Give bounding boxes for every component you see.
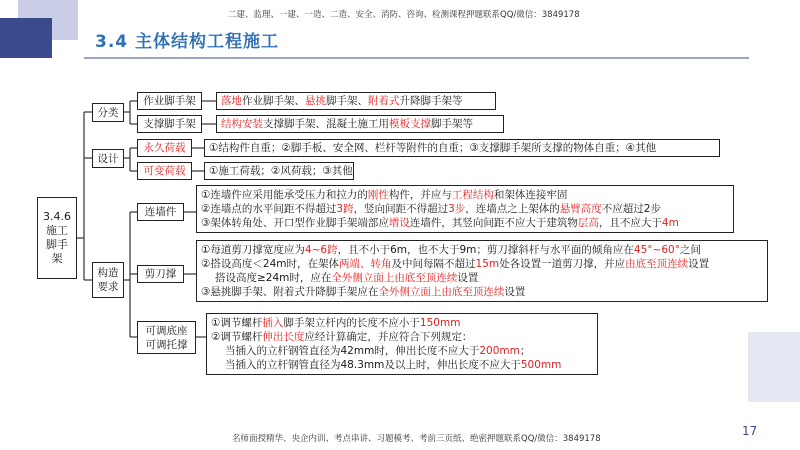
highlight-text: 全外侧立面上由底至顶连续 (378, 286, 505, 298)
root-node: 3.4.6 施工 脚手 架 (37, 197, 77, 279)
body-text: 升降脚手架等 (399, 95, 463, 107)
highlight-text: 150mm (419, 317, 461, 329)
body-text: 之间 (679, 244, 701, 256)
body-text: ，连墙点之上架体的 (465, 203, 560, 215)
body-text: 及中间每隔不超过 (391, 258, 476, 270)
body-text: 支撑脚手架、混凝土施工用 (263, 118, 389, 130)
body-text: 设置 (688, 258, 710, 270)
body-text: 应经计算确定，并应符合下列规定： (304, 331, 473, 343)
body-text: ，且不小于6m，也不大于9m；剪刀撑斜杆与水平面的倾角应在 (337, 244, 634, 256)
highlight-text: 刚性 (367, 189, 389, 201)
body-text: ①施工荷载；②风荷载；③其他 (209, 165, 353, 177)
footer-note: 名师面授精华、央企内训、考点串讲、习题模考、考前三页纸、绝密押题联系QQ/微信：3849178 (232, 434, 601, 444)
highlight-text: 3步 (448, 203, 466, 215)
body-text: ②连墙点的水平间距不得超过 (201, 203, 337, 215)
classify-node: 分类 (92, 103, 124, 122)
body-text: ； (519, 345, 531, 357)
adjustable-base-content (206, 313, 598, 375)
body-text: ，竖向间距不得超过 (353, 203, 449, 215)
body-text: 设置 (457, 272, 479, 284)
work-scaffold-content (216, 92, 496, 110)
body-text: ①连墙件应采用能承受压力和拉力的 (201, 189, 368, 201)
highlight-text: 结构安装 (221, 118, 263, 130)
highlight-text: 落地 (221, 95, 242, 107)
highlight-text: 伸出长度 (262, 331, 305, 343)
highlight-text: 3跨 (336, 203, 354, 215)
highlight-text: 增设 (388, 217, 410, 229)
body-text: ①结构件自重；②脚手板、安全网、栏杆等附件的自重；③支撑脚手架所支撑的物体自重；④其他 (209, 142, 657, 154)
body-text: 构件，并应与 (388, 189, 452, 201)
body-text: 当插入的立杆钢管直径为42mm时，伸出长度不应大于 (225, 345, 480, 357)
body-text: ①调节螺杆 (211, 317, 263, 329)
body-text: 脚手架立杆内的长度不应小于 (283, 317, 420, 329)
body-text: 连墙件，其竖向间距不应大于建筑物 (409, 217, 578, 229)
header-note: 二建、监理、一建、一造、二造、安全、消防、咨询、检测课程押题联系QQ/微信：3849178 (228, 10, 580, 20)
body-text: 和架体连接牢固 (493, 189, 568, 201)
highlight-text: 两端、转角 (339, 258, 392, 270)
support-scaffold-content (216, 115, 504, 133)
body-text: 设置 (504, 286, 526, 298)
permanent-load-content (204, 139, 720, 157)
variable-load-content (204, 162, 354, 180)
adjustable-base-label: 可调底座 可调托撑 (137, 321, 196, 354)
highlight-text: 悬臂高度 (559, 203, 602, 215)
page-title: 3.4 主体结构工程施工 (95, 32, 280, 52)
body-text: 脚手架、 (326, 95, 368, 107)
body-text: 脚手架等 (431, 118, 473, 130)
wall-tie-content (196, 185, 734, 233)
structure-node: 构造 要求 (92, 262, 124, 298)
body-text: ③架体转角处、开口型作业脚手架端部应 (201, 217, 389, 229)
highlight-text: 15m (475, 258, 500, 270)
body-text: ①每道剪刀撑宽度应为 (201, 244, 305, 256)
highlight-text: 全外侧立面上由底至顶连续 (331, 272, 458, 284)
body-text: 不应超过2步 (601, 203, 661, 215)
highlight-text: 工程结构 (451, 189, 494, 201)
body-text: 搭设高度≥24m时，应在 (215, 272, 332, 284)
highlight-text: 45°~60° (633, 244, 680, 256)
wall-tie-label: 连墙件 (137, 203, 184, 221)
highlight-text: 插入 (262, 317, 284, 329)
permanent-load-label: 永久荷载 (137, 139, 192, 157)
highlight-text: 由底至顶连续 (625, 258, 689, 270)
body-text: 作业脚手架、 (242, 95, 305, 107)
design-node: 设计 (92, 149, 124, 168)
body-text: ②搭设高度＜24m时，在架体 (201, 258, 340, 270)
highlight-text: 4m (661, 217, 679, 229)
body-text: ，且不应大于 (598, 217, 662, 229)
highlight-text: 500mm (520, 359, 562, 371)
body-text: ②调节螺杆 (211, 331, 263, 343)
body-text: 当插入的立杆钢管直径为48.3mm及以上时，伸出长度不应大于 (225, 359, 521, 371)
highlight-text: 层高 (577, 217, 599, 229)
cross-brace-label: 剪刀撑 (137, 265, 184, 283)
highlight-text: 附着式 (368, 95, 400, 107)
highlight-text: 4~6跨 (304, 244, 338, 256)
highlight-text: 悬挑 (305, 95, 326, 107)
variable-load-label: 可变荷载 (137, 162, 192, 180)
work-scaffold-label: 作业脚手架 (137, 92, 202, 110)
body-text: 处各设置一道剪刀撑，并应 (499, 258, 626, 270)
page-number: 17 (742, 424, 758, 438)
cross-brace-content (196, 240, 768, 302)
body-text: ③悬挑脚手架、附着式升降脚手架应在 (201, 286, 379, 298)
support-scaffold-label: 支撑脚手架 (137, 115, 202, 133)
highlight-text: 200mm (479, 345, 520, 357)
highlight-text: 模板支撑 (389, 118, 431, 130)
